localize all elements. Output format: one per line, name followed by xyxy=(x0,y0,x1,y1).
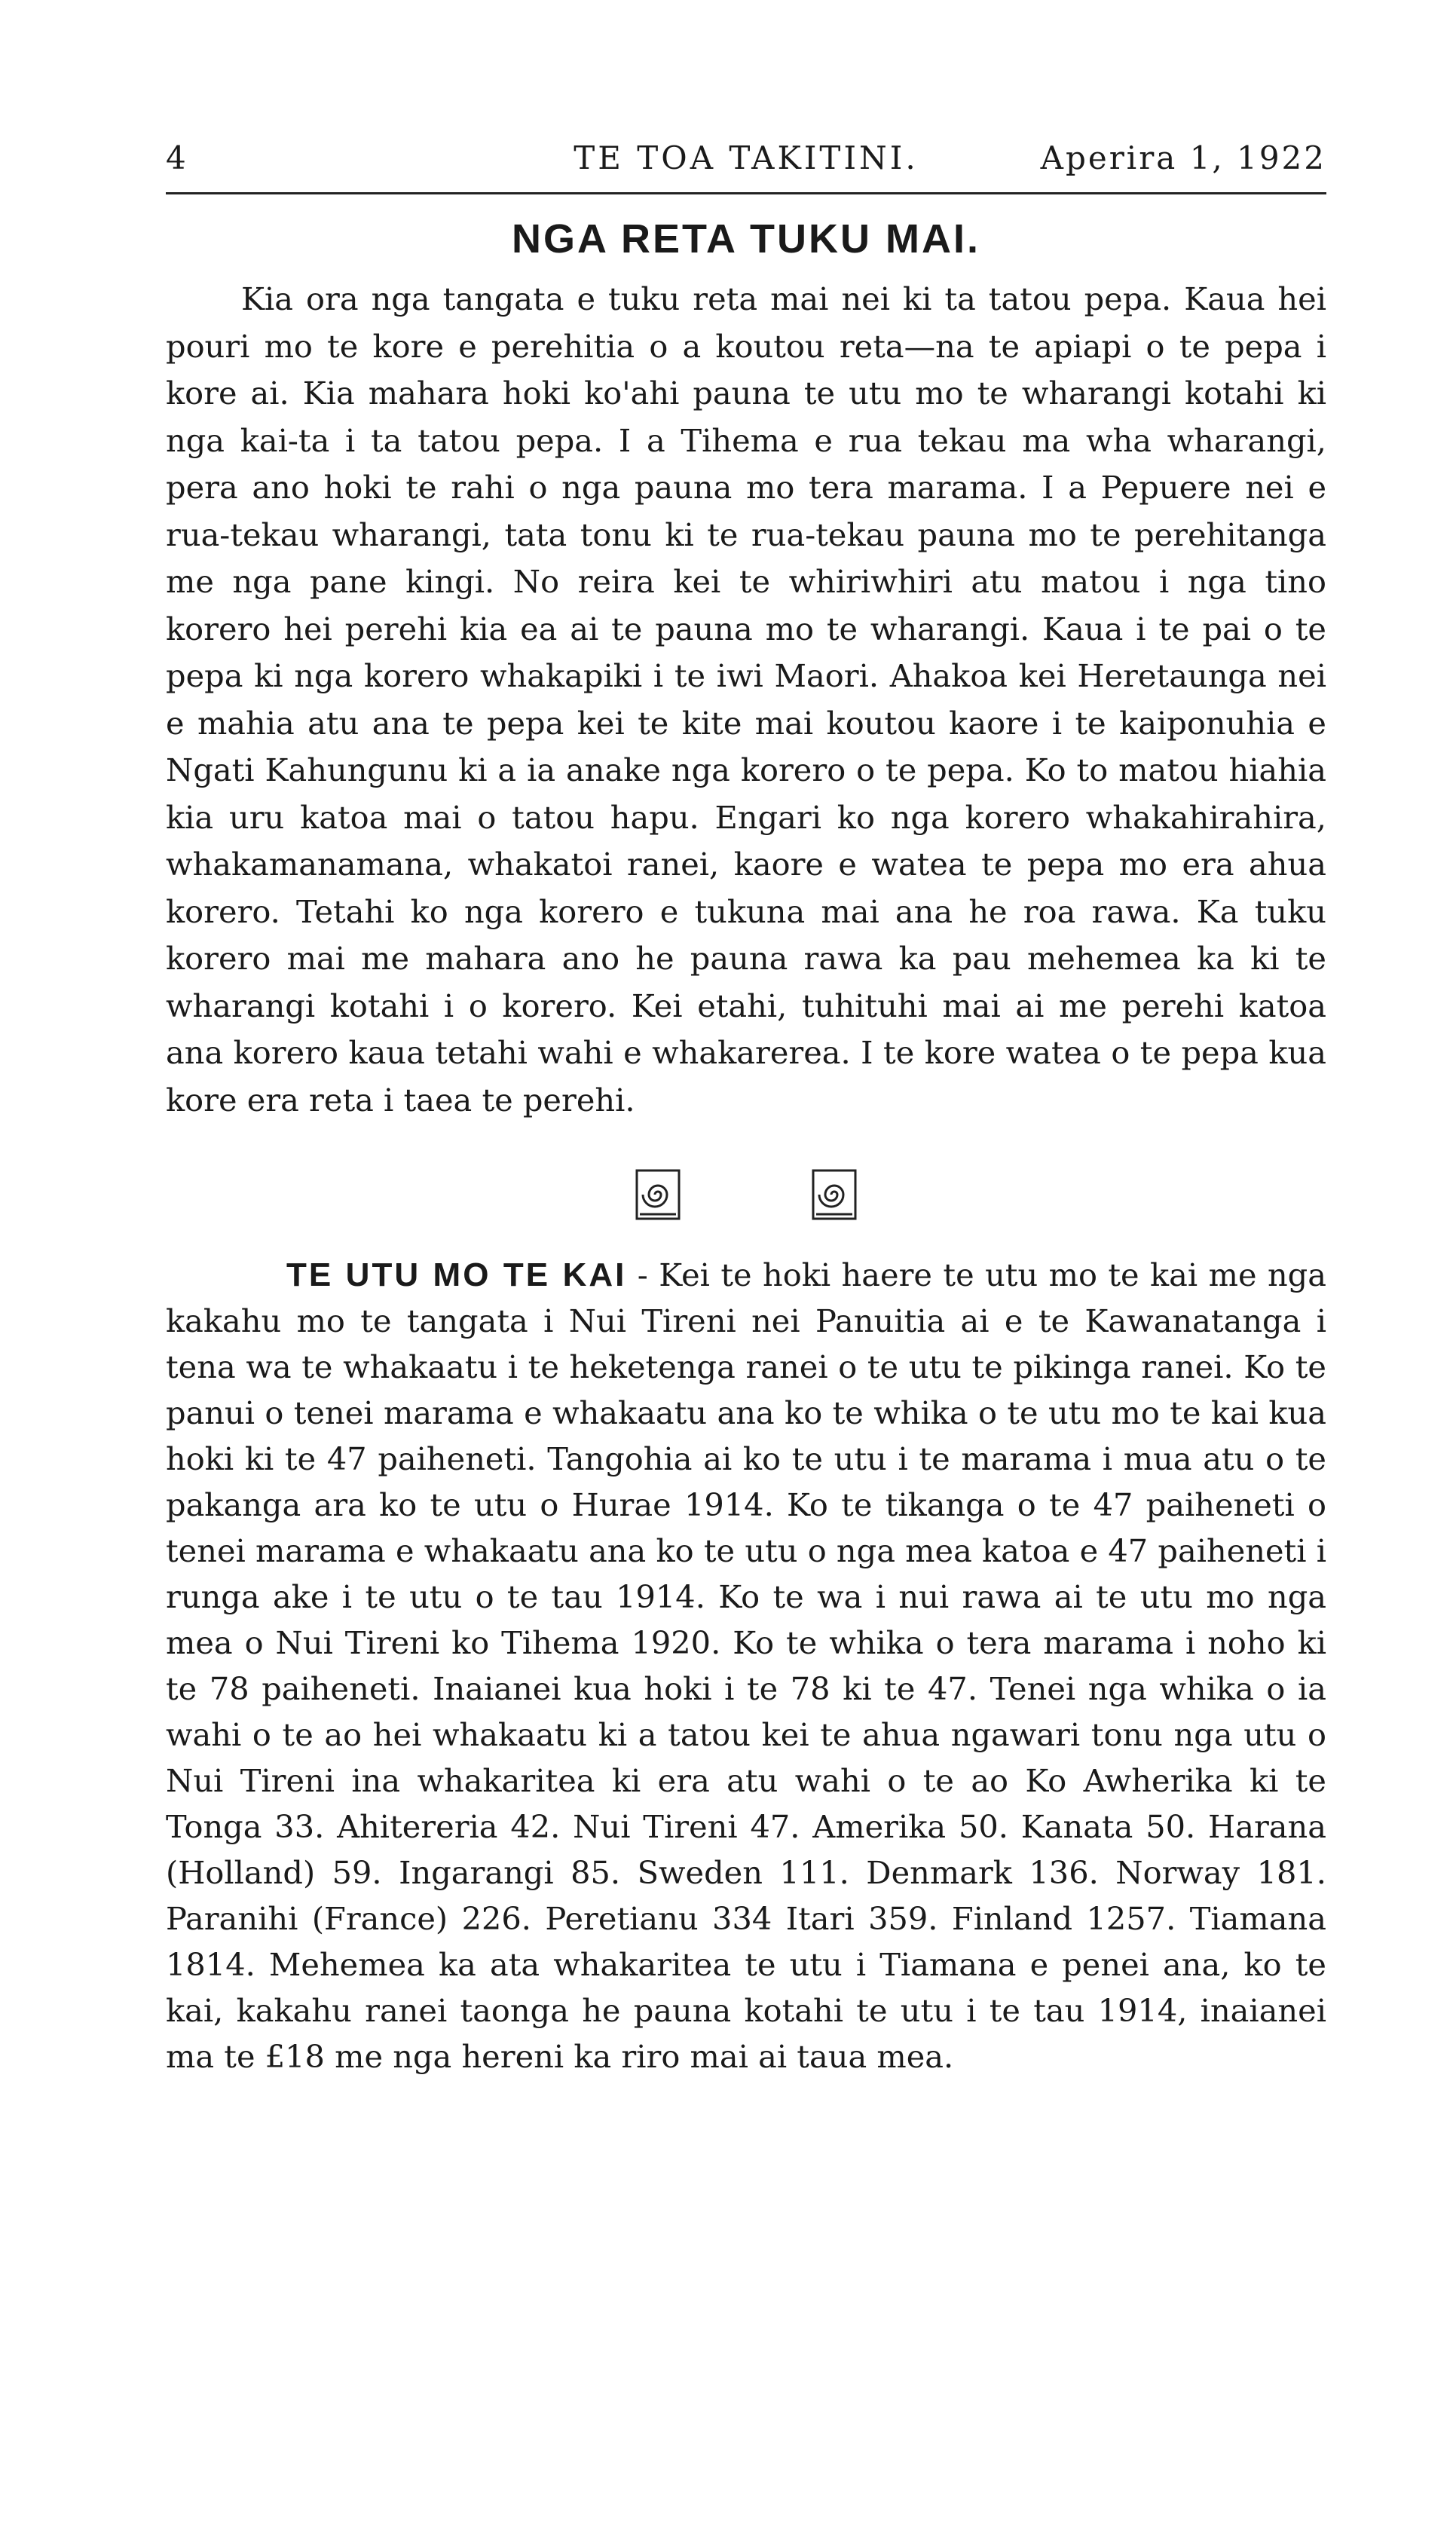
newspaper-page xyxy=(166,139,1326,2079)
ornament-divider xyxy=(166,1167,1326,1228)
letters-section-title: NGA RETA TUKU MAI. xyxy=(512,216,980,262)
spiral-ornament-icon xyxy=(810,1167,858,1222)
prices-article-title: TE UTU MO TE KAI xyxy=(286,1256,627,1293)
prices-article-body: - Kei te hoki haere te utu mo te kai me nga kakahu mo te tangata i Nui Tireni nei Panuitia ai e te Kawanatanga i tena wa te whakaatu i te heketenga ranei o te utu te pikinga ranei. Ko te panui o tenei marama e whakaatu ana ko te whika o te utu mo te kai kua hoki ki te 47 paiheneti. Tangohia ai ko te utu i te marama i mua atu o te pakanga ara ko te utu o Hurae 1914. Ko te tikanga o te 47 paiheneti o tenei marama e whakaatu ana ko te utu o nga mea katoa e 47 paiheneti i runga ake i te utu o te tau 1914. Ko te wa i nui rawa ai te utu mo nga mea o Nui Tireni ko Tihema 1920. Ko te whika o tera marama i noho ki te 78 paiheneti. Inaianei kua hoki i te 78 ki te 47. Tenei nga whika o ia wahi o te ao hei whakaatu ki a tatou kei te ahua ngawari tonu nga utu o Nui Tireni ina whakaritea ki era atu wahi o te ao Ko Awherika ki te Tonga 33. Ahitereria 42. Nui Tireni 47. Amerika 50. Kanata 50. Harana (Holland) 59. Ingarangi 85. Sweden 111. Denmark 136. Norway 181. Paranihi (France) 226. Peretianu 334 Itari 359. Finland 1257. Tiamana 1814. Mehemea ka ata whakaritea te utu i Tiamana e penei ana, ko te kai, kakahu ranei taonga he pauna kotahi te utu i te tau 1914, inaianei ma te £18 me nga hereni ka riro mai ai taua mea. xyxy=(166,1256,1326,2075)
running-header xyxy=(166,139,1326,192)
page-number: 4 xyxy=(166,139,188,176)
header-rule xyxy=(166,192,1326,194)
publication-title: TE TOA TAKITINI. xyxy=(574,139,919,176)
prices-article xyxy=(166,1252,1326,2079)
spiral-ornament-icon xyxy=(634,1167,682,1222)
issue-date: Aperira 1, 1922 xyxy=(1040,139,1326,176)
letters-paragraph: Kia ora nga tangata e tuku reta mai nei ki ta tatou pepa. Kaua hei pouri mo te kore e perehitia o a koutou reta—na te apiapi o te pepa i kore ai. Kia mahara hoki ko'ahi pauna te utu mo te wharangi kotahi ki nga kai-ta i ta tatou pepa. I a Tihema e rua tekau ma wha wharangi, pera ano hoki te rahi o nga pauna mo tera marama. I a Pepuere nei e rua-tekau wharangi, tata tonu ki te rua-tekau pauna mo te perehitanga me nga pane kingi. No reira kei te whiriwhiri atu matou i nga tino korero hei perehi kia ea ai te pauna mo te wharangi. Kaua i te pai o te pepa ki nga korero whakapiki i te iwi Maori. Ahakoa kei Heretaunga nei e mahia atu ana te pepa kei te kite mai koutou kaore i te kaiponuhia e Ngati Kahungunu ki a ia anake nga korero o te pepa. Ko to matou hiahia kia uru katoa mai o tatou hapu. Engari ko nga korero whakahirahira, whakamanamana, whakatoi ranei, kaore e watea te pepa mo era ahua korero. Tetahi ko nga korero e tukuna mai ana he roa rawa. Ka tuku korero mai me mahara ano he pauna rawa ka pau mehemea ka ki te wharangi kotahi i o korero. Kei etahi, tuhituhi mai ai me perehi katoa ana korero kaua tetahi wahi e whakarerea. I te kore watea o te pepa kua kore era reta i taea te perehi. xyxy=(166,280,1326,1118)
